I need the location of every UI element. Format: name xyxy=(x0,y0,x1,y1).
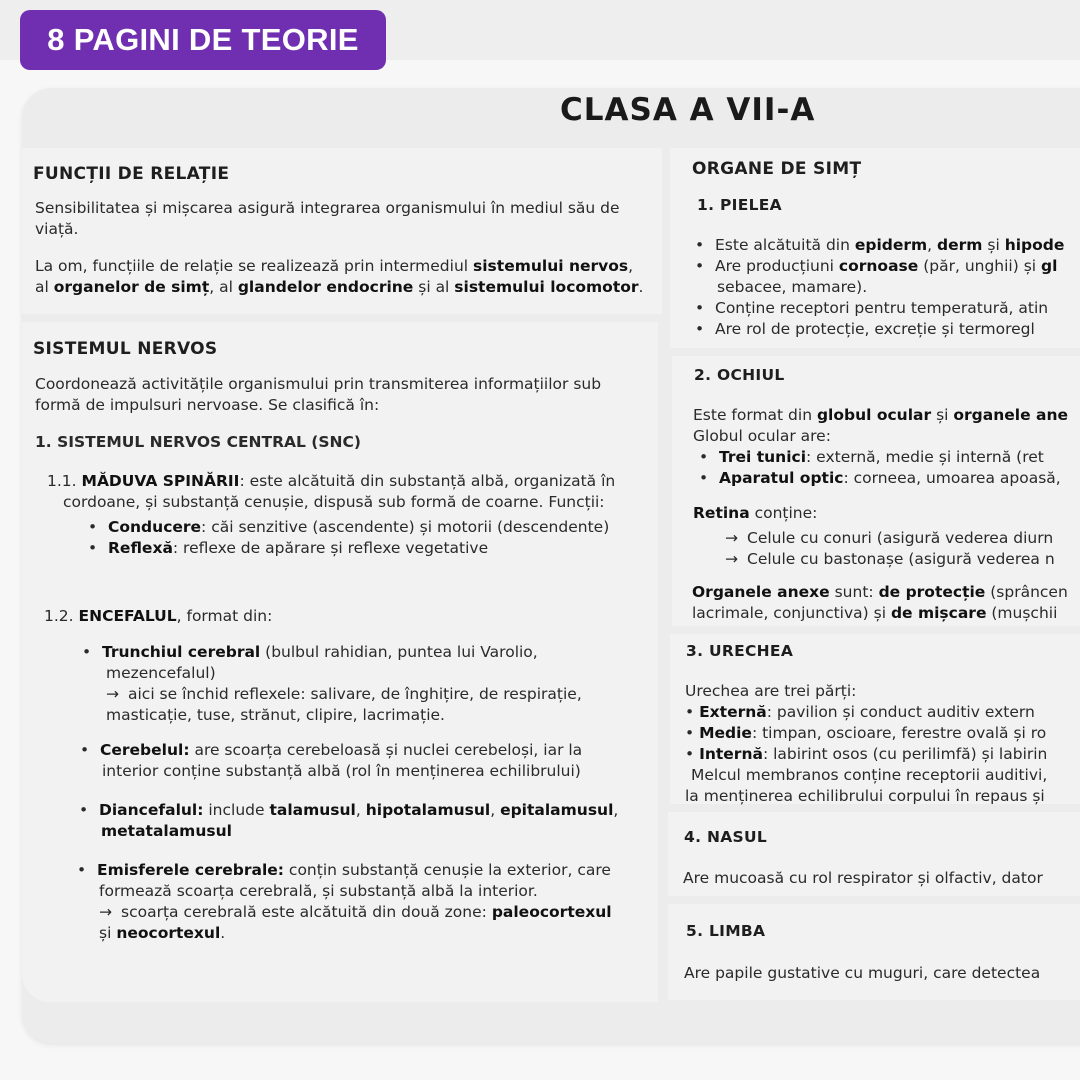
pages-badge: 8 PAGINI DE TEORIE xyxy=(20,10,386,70)
arrow-right-icon: → xyxy=(99,903,112,921)
list-item: • Conducere: căi senzitive (ascendente) și motorii (descendente) xyxy=(88,518,610,536)
sistemul-nervos-intro: Coordonează activitățile organismului prin transmiterea informațiilor sub formă de impulsuri nervoase. Se clasifică în: xyxy=(35,375,602,414)
maduva-functii-list xyxy=(88,517,609,559)
list-item: • Are producțiuni cornoase (păr, unghii) și gl xyxy=(695,257,1058,275)
organe-simt-heading: ORGANE DE SIMȚ xyxy=(692,159,862,179)
maduva-spinarii: 1.1. MĂDUVA SPINĂRII: este alcătuită din substanță albă, organizată în cordoane, și substanță cenușie, dispusă sub formă de coarne. Funcții: xyxy=(47,472,616,511)
nasul-text: Are mucoasă cu rol respirator și olfactiv, dator xyxy=(683,869,1043,887)
ochiul-text: Este format din globul ocular și organele ane Globul ocular are: • Trei tunici: externă, medie și internă (ret • Aparatul optic: corneea, umoarea apoasă, xyxy=(693,406,1069,487)
functii-relatie-heading: FUNCȚII DE RELAȚIE xyxy=(33,164,230,184)
functii-p2: La om, funcțiile de relație se realizează prin intermediul sistemului nervos, al organelor de simț, al glandelor endocrine și al sistemului locomotor. xyxy=(35,257,644,296)
encefalul-heading: 1.2. ENCEFALUL, format din: xyxy=(44,607,273,625)
diancefalul: • Diancefalul: include talamusul, hipotalamusul, epitalamusul, metatalamusul xyxy=(79,801,619,840)
list-item: • Internă: labirint osos (cu perilimfă) și labirin xyxy=(685,745,1048,763)
organe-anexe-text: Organele anexe sunt: de protecție (sprâncen lacrimale, conjunctiva) și de mișcare (mușchii xyxy=(692,583,1068,622)
urechea-text: Urechea are trei părți: • Externă: pavilion și conduct auditiv extern • Medie: timpan, oscioare, ferestre ovală și ro • Internă: labirint osos (cu perilimfă) și labirin Melcul membranos conține receptorii auditivi, la menținerea echilibrului corpului în repaus și xyxy=(685,682,1048,805)
page-title: CLASA A VII-A xyxy=(560,92,816,128)
list-item: • Medie: timpan, oscioare, ferestre ovală și ro xyxy=(685,724,1047,742)
ochiul-heading: 2. OCHIUL xyxy=(694,366,785,384)
nasul-heading: 4. NASUL xyxy=(684,828,768,846)
list-item: • Este alcătuită din epiderm, derm și hipode xyxy=(695,236,1065,254)
list-item: • Aparatul optic: corneea, umoarea apoasă, xyxy=(699,469,1061,487)
urechea-heading: 3. URECHEA xyxy=(686,642,794,660)
limba-heading: 5. LIMBA xyxy=(686,922,766,940)
list-item: • Are rol de protecție, excreție și termoregl xyxy=(695,320,1035,338)
emisferele-cerebrale: • Emisferele cerebrale: conțin substanță cenușie la exterior, care formează scoarța cerebrală, și substanță albă la interior. → scoarța cerebrală este alcătuită din două zone: paleocortexul și neocortexul. xyxy=(77,861,612,942)
retina-text: Retina conține: → Celule cu conuri (asigură vederea diurn → Celule cu bastonașe (asigură vederea n xyxy=(693,504,1055,568)
pielea-heading: 1. PIELEA xyxy=(697,196,782,214)
snc-heading: 1. SISTEMUL NERVOS CENTRAL (SNC) xyxy=(35,433,361,451)
sistemul-nervos-heading: SISTEMUL NERVOS xyxy=(33,339,218,359)
list-item: • Reflexă: reflexe de apărare și reflexe vegetative xyxy=(88,539,489,557)
functii-p1: Sensibilitatea și mișcarea asigură integrarea organismului în mediul său de viață. xyxy=(35,199,620,238)
arrow-right-icon: → xyxy=(725,550,738,568)
list-item: • Trei tunici: externă, medie și internă (ret xyxy=(699,448,1044,466)
trunchiul-cerebral: • Trunchiul cerebral (bulbul rahidian, puntea lui Varolio, mezencefalul) → aici se închid reflexele: salivare, de înghițire, de respirație, masticație, tuse, strănut, clipire, lacrimație. xyxy=(82,643,582,724)
limba-text: Are papile gustative cu muguri, care detectea xyxy=(684,964,1041,982)
pielea-list: • Este alcătuită din epiderm, derm și hipode • Are producțiuni cornoase (păr, unghii) și gl sebacee, mamare). • Conține receptori pentru temperatură, atin • Are rol de protecție, excreție și termoregl xyxy=(695,235,1080,340)
arrow-right-icon: → xyxy=(725,529,738,547)
limba-section xyxy=(668,904,1080,1000)
cerebelul: • Cerebelul: are scoarța cerebeloasă și nuclei cerebeloși, iar la interior conține substanță albă (rol în menținerea echilibrului) xyxy=(80,741,583,780)
list-item: • Externă: pavilion și conduct auditiv extern xyxy=(685,703,1035,721)
arrow-right-icon: → xyxy=(106,685,119,703)
list-item: • Conține receptori pentru temperatură, atin xyxy=(695,299,1049,317)
